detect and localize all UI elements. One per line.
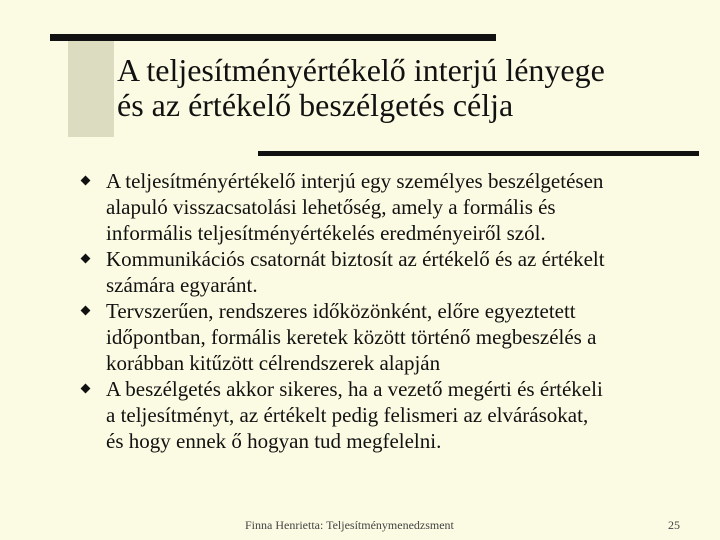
footer-text: Finna Henrietta: Teljesítménymenedzsment bbox=[245, 518, 454, 532]
bullet-list bbox=[78, 168, 708, 454]
slide-title bbox=[117, 53, 707, 123]
bullet-text-line: A beszélgetés akkor sikeres, ha a vezető megérti és értékeli bbox=[106, 377, 603, 401]
bullet-item bbox=[78, 246, 708, 298]
title-accent-block bbox=[68, 41, 114, 137]
slide-title-line-1: A teljesítményértékelő interjú lényege bbox=[117, 52, 605, 88]
bullet-text-line: és hogy ennek ő hogyan tud megfelelni. bbox=[106, 429, 442, 453]
bullet-text-line: számára egyaránt. bbox=[106, 273, 258, 297]
bullet-item bbox=[78, 168, 708, 246]
bullet-item bbox=[78, 298, 708, 376]
bullet-text-line: informális teljesítményértékelés eredményeiről szól. bbox=[106, 221, 546, 245]
bullet-text-line: korábban kitűzött célrendszerek alapján bbox=[106, 351, 441, 375]
page-number: 25 bbox=[668, 518, 680, 532]
title-underline-bar bbox=[258, 151, 699, 156]
top-decorative-bar bbox=[50, 34, 496, 41]
bullet-text-line: időpontban, formális keretek között történő megbeszélés a bbox=[106, 325, 597, 349]
diamond-bullet-icon bbox=[81, 254, 91, 264]
diamond-bullet-icon bbox=[81, 176, 91, 186]
bullet-text-line: Kommunikációs csatornát biztosít az értékelő és az értékelt bbox=[106, 247, 605, 271]
bullet-item bbox=[78, 376, 708, 454]
bullet-text-line: Tervszerűen, rendszeres időközönként, előre egyeztetett bbox=[106, 299, 576, 323]
slide-title-line-2: és az értékelő beszélgetés célja bbox=[117, 87, 514, 123]
bullet-text-line: a teljesítményt, az értékelt pedig felismeri az elvárásokat, bbox=[106, 403, 589, 427]
bullet-text-line: alapuló visszacsatolási lehetőség, amely a formális és bbox=[106, 195, 556, 219]
diamond-bullet-icon bbox=[81, 384, 91, 394]
diamond-bullet-icon bbox=[81, 306, 91, 316]
bullet-text-line: A teljesítményértékelő interjú egy személyes beszélgetésen bbox=[106, 169, 604, 193]
